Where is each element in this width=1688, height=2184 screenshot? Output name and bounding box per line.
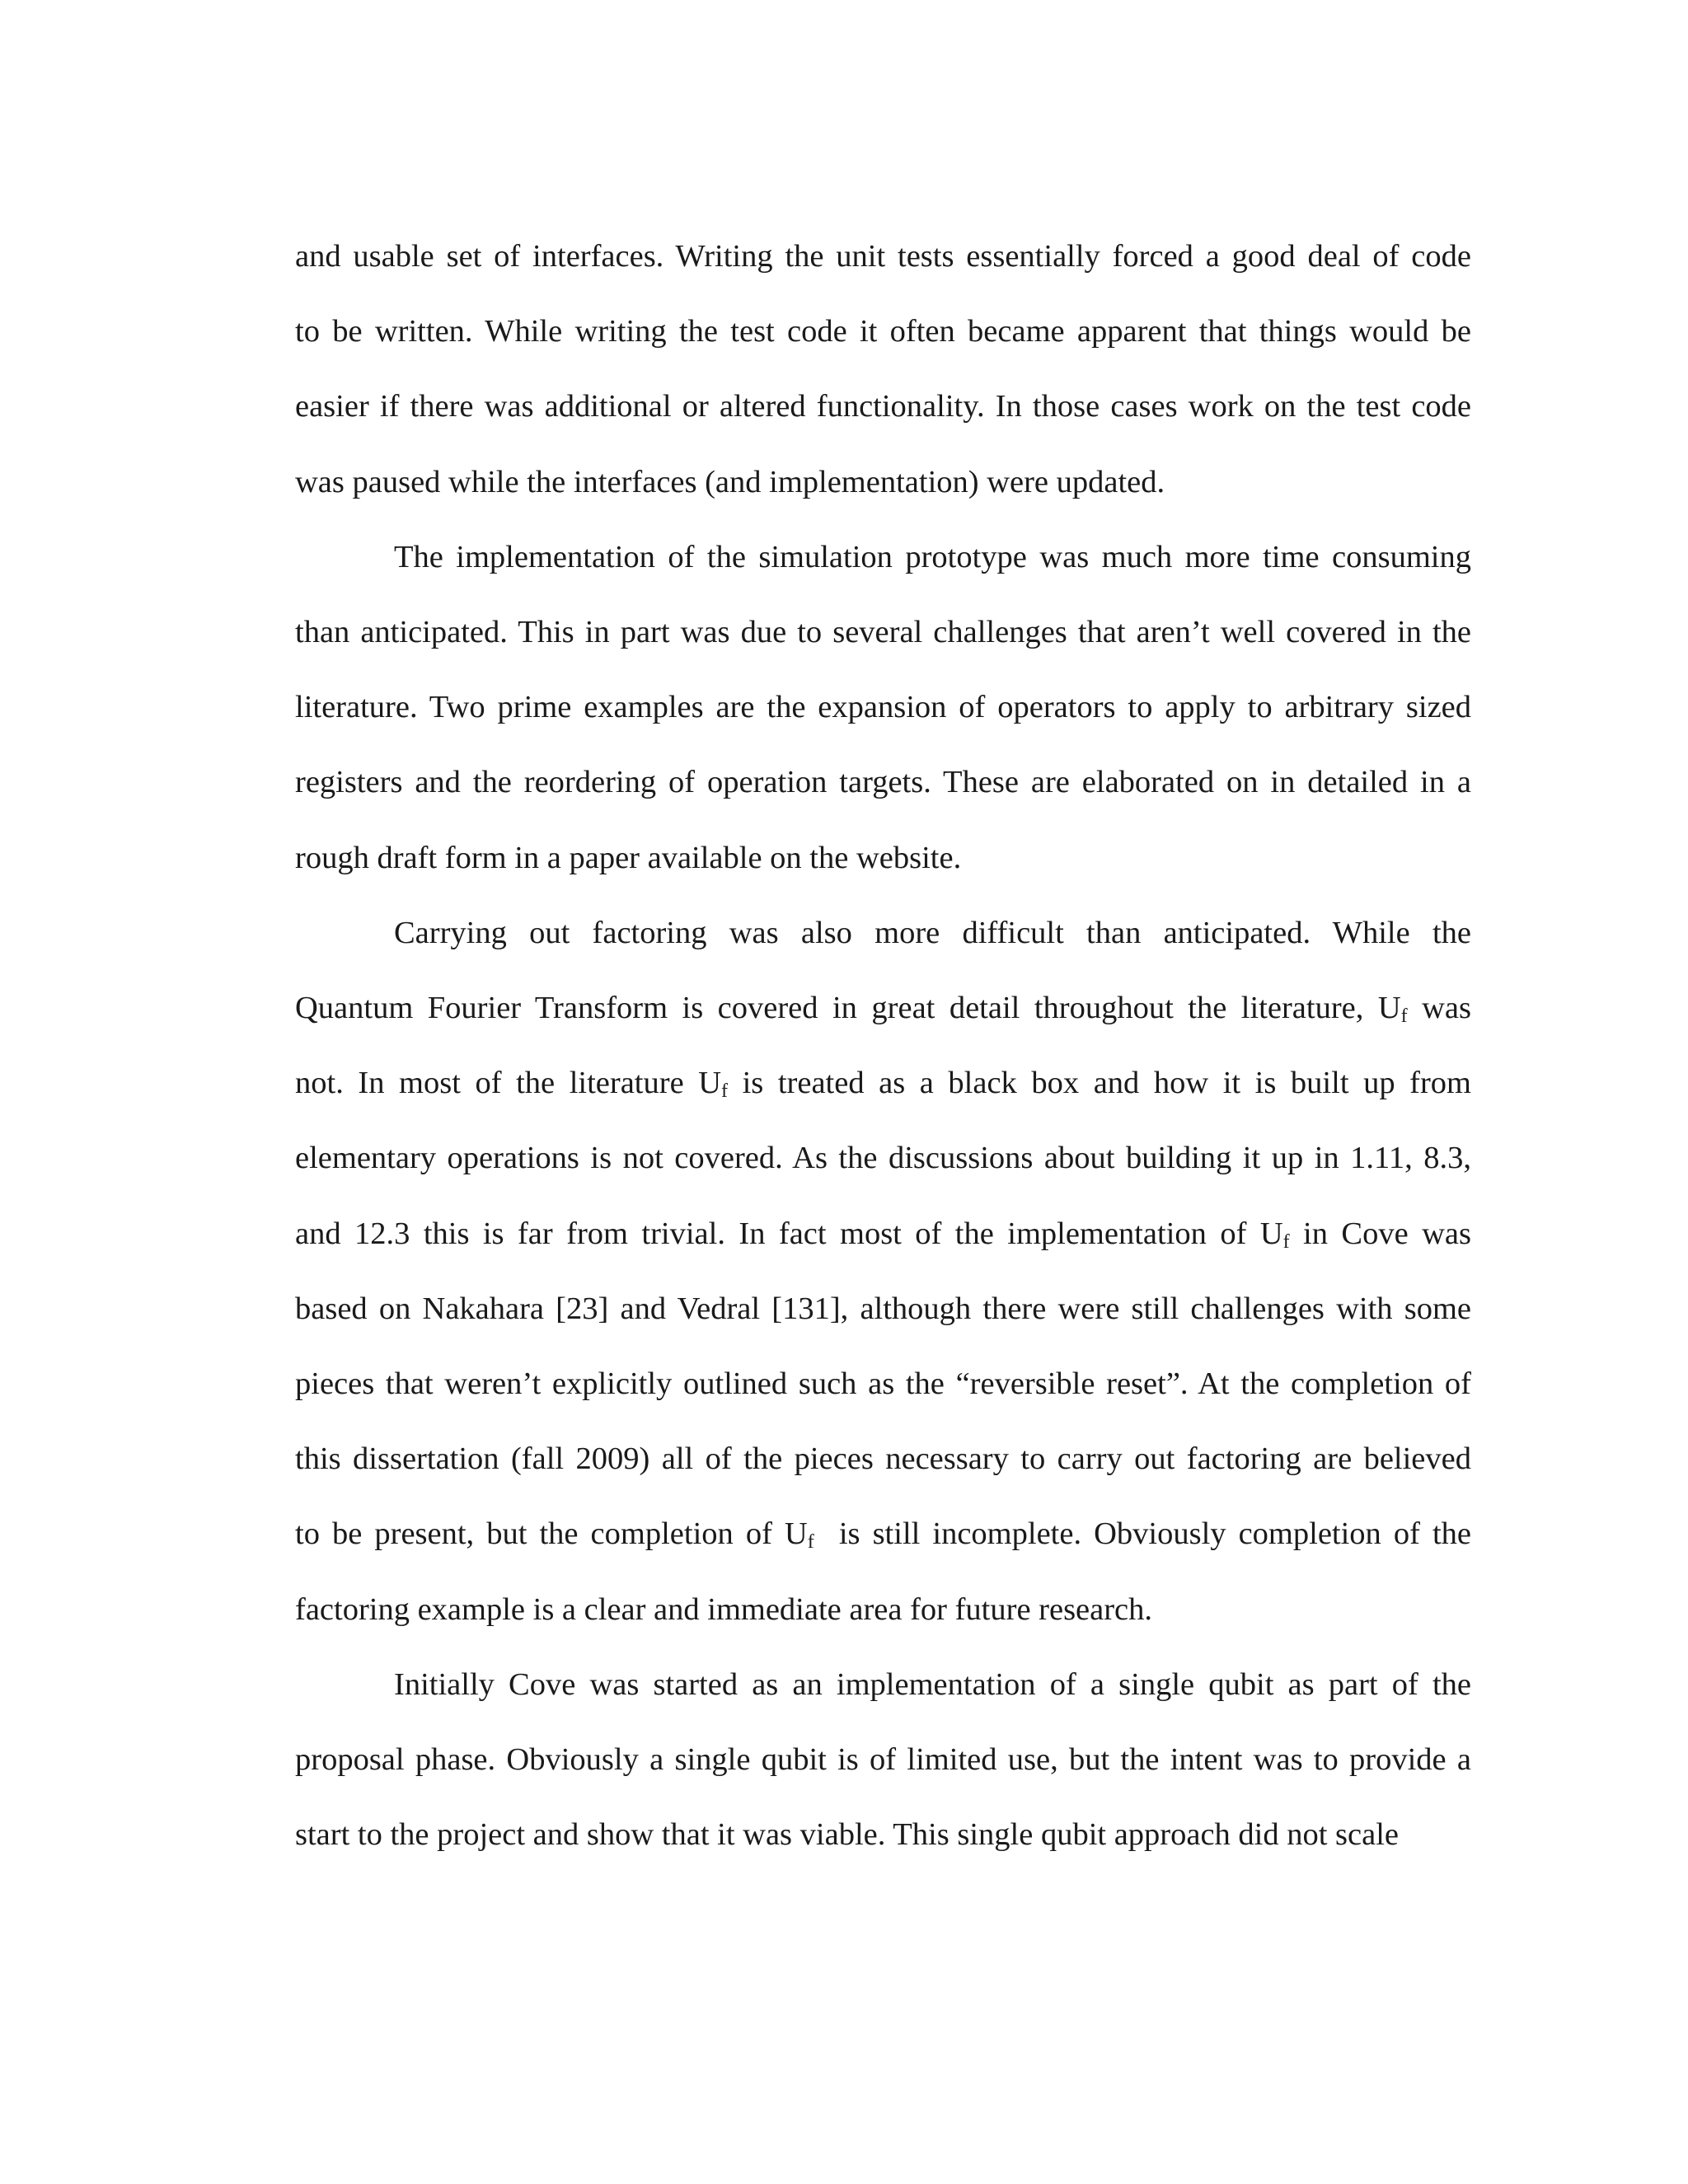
- text-segment: factoring example is a clear and immediate area for future research.: [295, 1591, 1153, 1627]
- text-segment: to be present, but the completion of U: [295, 1516, 808, 1552]
- text-segment: proposal phase. Obviously a single qubit is of limited use, but the intent was to provide a: [295, 1742, 1471, 1777]
- text-line: [295, 1213, 1471, 1254]
- text-segment: is treated as a black box and how it is built up from: [728, 1066, 1471, 1101]
- text-line: [295, 1739, 1471, 1780]
- text-line: [295, 1137, 1471, 1179]
- text-segment: based on Nakahara [23] and Vedral [131], although there were still challenges with some: [295, 1291, 1471, 1326]
- text-line: [295, 1513, 1471, 1554]
- text-segment: rough draft form in a paper available on the website.: [295, 840, 962, 875]
- text-line: [295, 987, 1471, 1029]
- text-segment: Initially Cove was started as an implementation of a single qubit as part of the: [394, 1666, 1471, 1702]
- text-line: [295, 612, 1471, 653]
- text-line: [295, 1363, 1471, 1404]
- text-line: [295, 311, 1471, 352]
- text-line: [295, 462, 1471, 503]
- text-line: [295, 386, 1471, 427]
- text-segment: was paused while the interfaces (and implementation) were updated.: [295, 464, 1165, 499]
- text-segment: The implementation of the simulation prototype was much more time consuming: [394, 539, 1471, 574]
- subscript: f: [1400, 1005, 1408, 1027]
- text-line: [295, 1062, 1471, 1104]
- text-segment: start to the project and show that it was viable. This single qubit approach did not scale: [295, 1817, 1400, 1853]
- text-segment: this dissertation (fall 2009) all of the pieces necessary to carry out factoring are believed: [295, 1441, 1471, 1477]
- text-segment: and 12.3 this is far from trivial. In fact most of the implementation of U: [295, 1216, 1283, 1251]
- text-segment: registers and the reordering of operation targets. These are elaborated on in detailed in a: [295, 765, 1471, 800]
- text-line: [295, 837, 1471, 879]
- text-segment: was: [1407, 991, 1471, 1025]
- text-segment: Quantum Fourier Transform is covered in great detail throughout the literature, U: [295, 991, 1401, 1025]
- subscript: f: [1282, 1230, 1290, 1253]
- text-line: [295, 912, 1471, 954]
- text-line: [295, 1664, 1471, 1705]
- text-segment: in Cove was: [1289, 1216, 1471, 1251]
- text-segment: Carrying out factoring was also more difficult than anticipated. While the: [394, 915, 1471, 950]
- text-line: [295, 762, 1471, 803]
- text-segment: to be written. While writing the test code it often became apparent that things would be: [295, 314, 1471, 349]
- text-segment: literature. Two prime examples are the expansion of operators to apply to arbitrary sized: [295, 690, 1471, 725]
- text-line: [295, 537, 1471, 578]
- text-line: [295, 687, 1471, 728]
- subscript: f: [721, 1080, 729, 1103]
- text-segment: elementary operations is not covered. As the discussions about building it up in 1.11, 8.3,: [295, 1141, 1471, 1176]
- text-segment: and usable set of interfaces. Writing the unit tests essentially forced a good deal of code: [295, 239, 1471, 274]
- text-line: [295, 1438, 1471, 1479]
- text-line: [295, 1589, 1471, 1630]
- text-line: [295, 1814, 1471, 1855]
- text-line: [295, 1288, 1471, 1329]
- text-line: [295, 236, 1471, 277]
- text-segment: is still incomplete. Obviously completion of the: [814, 1516, 1472, 1552]
- text-segment: pieces that weren’t explicitly outlined such as the “reversible reset”. At the completion of: [295, 1366, 1471, 1401]
- text-segment: than anticipated. This in part was due to several challenges that aren’t well covered in the: [295, 615, 1471, 649]
- subscript: f: [807, 1531, 814, 1554]
- text-segment: not. In most of the literature U: [295, 1066, 722, 1101]
- text-segment: easier if there was additional or altered functionality. In those cases work on the test code: [295, 389, 1471, 424]
